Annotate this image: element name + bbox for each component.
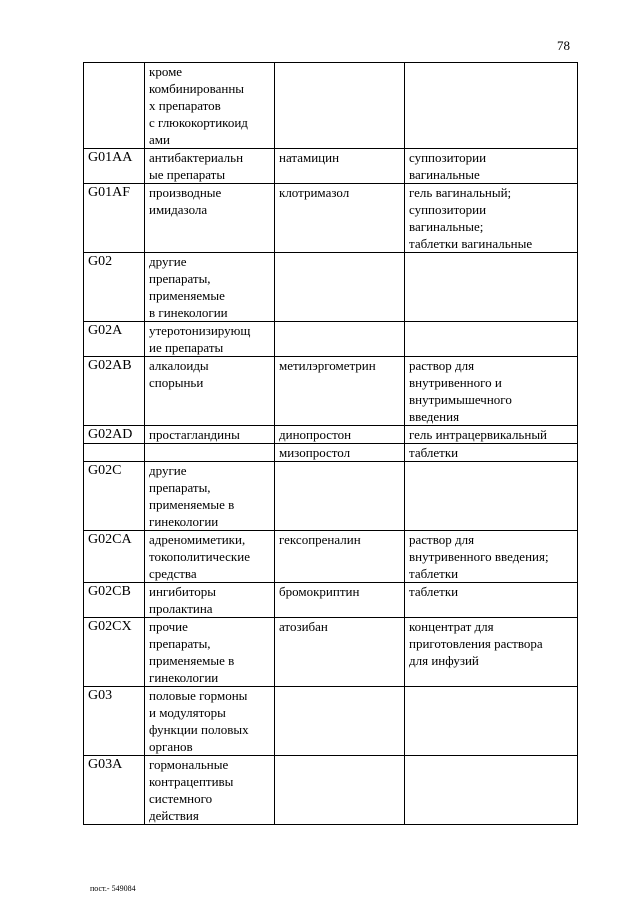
group-name-cell: простагландины (145, 426, 275, 444)
group-name-cell: адреномиметики, токополитические средства (145, 531, 275, 583)
drug-name-cell (275, 687, 405, 756)
drug-name-cell (275, 756, 405, 825)
atc-code-cell: G02C (84, 462, 145, 531)
group-name-cell: антибактериальн ые препараты (145, 149, 275, 184)
dosage-form-cell (405, 322, 578, 357)
atc-code-cell: G02AB (84, 357, 145, 426)
dosage-form-cell: гель вагинальный; суппозитории вагинальные; таблетки вагинальные (405, 184, 578, 253)
group-name-cell: половые гормоны и модуляторы функции половых органов (145, 687, 275, 756)
group-name-cell: прочие препараты, применяемые в гинекологии (145, 618, 275, 687)
group-name-cell: алкалоиды спорыньи (145, 357, 275, 426)
drug-classification-table (83, 62, 578, 825)
drug-name-cell (275, 322, 405, 357)
group-name-cell: другие препараты, применяемые в гинекологии (145, 462, 275, 531)
table-row (84, 184, 578, 253)
atc-code-cell (84, 63, 145, 149)
table-row (84, 531, 578, 583)
table-row (84, 618, 578, 687)
group-name-cell: ингибиторы пролактина (145, 583, 275, 618)
atc-code-cell: G01AA (84, 149, 145, 184)
dosage-form-cell: раствор для внутривенного и внутримышечного введения (405, 357, 578, 426)
dosage-form-cell (405, 687, 578, 756)
table-row (84, 149, 578, 184)
table-row (84, 357, 578, 426)
atc-code-cell: G02 (84, 253, 145, 322)
drug-name-cell: мизопростол (275, 444, 405, 462)
drug-name-cell: атозибан (275, 618, 405, 687)
atc-code-cell (84, 444, 145, 462)
group-name-cell: утеротонизирующ ие препараты (145, 322, 275, 357)
atc-code-cell: G02A (84, 322, 145, 357)
group-name-cell: гормональные контрацептивы системного действия (145, 756, 275, 825)
group-name-cell: другие препараты, применяемые в гинекологии (145, 253, 275, 322)
atc-code-cell: G01AF (84, 184, 145, 253)
atc-code-cell: G02AD (84, 426, 145, 444)
drug-name-cell: натамицин (275, 149, 405, 184)
drug-name-cell (275, 253, 405, 322)
dosage-form-cell (405, 63, 578, 149)
drug-name-cell: динопростон (275, 426, 405, 444)
document-footer: пост.- 549084 (90, 884, 136, 893)
dosage-form-cell: суппозитории вагинальные (405, 149, 578, 184)
drug-name-cell (275, 63, 405, 149)
drug-name-cell: гексопреналин (275, 531, 405, 583)
atc-code-cell: G03 (84, 687, 145, 756)
dosage-form-cell: таблетки (405, 444, 578, 462)
table-row (84, 756, 578, 825)
table-row (84, 583, 578, 618)
table-row (84, 253, 578, 322)
table-row (84, 63, 578, 149)
atc-code-cell: G03A (84, 756, 145, 825)
group-name-cell: кроме комбинированны х препаратов с глюкокортикоид ами (145, 63, 275, 149)
group-name-cell: производные имидазола (145, 184, 275, 253)
table-row (84, 462, 578, 531)
dosage-form-cell: раствор для внутривенного введения; таблетки (405, 531, 578, 583)
dosage-form-cell (405, 462, 578, 531)
drug-name-cell: клотримазол (275, 184, 405, 253)
group-name-cell (145, 444, 275, 462)
atc-code-cell: G02CA (84, 531, 145, 583)
dosage-form-cell: таблетки (405, 583, 578, 618)
atc-code-cell: G02CB (84, 583, 145, 618)
page-number: 78 (557, 38, 570, 53)
atc-code-cell: G02CX (84, 618, 145, 687)
table-row (84, 687, 578, 756)
drug-name-cell (275, 462, 405, 531)
drug-name-cell: метилэргометрин (275, 357, 405, 426)
table-row (84, 426, 578, 444)
table-row (84, 444, 578, 462)
dosage-form-cell (405, 253, 578, 322)
dosage-form-cell: гель интрацервикальный (405, 426, 578, 444)
dosage-form-cell: концентрат для приготовления раствора для инфузий (405, 618, 578, 687)
drug-name-cell: бромокриптин (275, 583, 405, 618)
dosage-form-cell (405, 756, 578, 825)
table-row (84, 322, 578, 357)
